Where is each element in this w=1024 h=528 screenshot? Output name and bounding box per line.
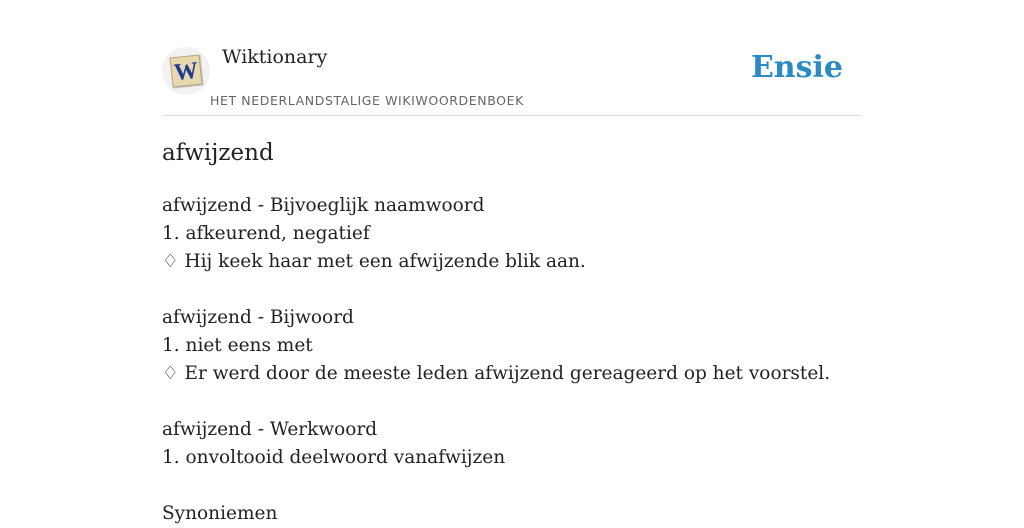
site-header <box>162 0 862 116</box>
spacer <box>162 388 862 416</box>
ensie-brand-link[interactable]: Ensie <box>750 50 843 85</box>
page <box>162 0 862 524</box>
entry-definition: 1. niet eens met <box>162 335 313 356</box>
spacer <box>162 472 862 500</box>
entry-example: ♢ Hij keek haar met een afwijzende blik aan. <box>162 251 586 272</box>
spacer <box>162 276 862 304</box>
entry-definition: 1. onvoltooid deelwoord vanafwijzen <box>162 447 506 468</box>
logo-letter: W <box>172 57 200 87</box>
wiktionary-logo[interactable] <box>162 47 210 95</box>
site-tagline: HET NEDERLANDSTALIGE WIKIWOORDENBOEK <box>210 93 524 108</box>
entries-list <box>162 192 862 528</box>
page-title: afwijzend <box>162 140 274 166</box>
entry-example: ♢ Er werd door de meeste leden afwijzend gereageerd op het voorstel. <box>162 363 831 384</box>
entry-definition: 1. afkeurend, negatief <box>162 223 370 244</box>
entry-heading: afwijzend - Bijvoeglijk naamwoord <box>162 195 485 216</box>
entry-heading: afwijzend - Werkwoord <box>162 419 378 440</box>
entry-heading: afwijzend - Bijwoord <box>162 307 354 328</box>
section-heading: Synoniemen <box>162 503 278 524</box>
site-name[interactable]: Wiktionary <box>222 46 328 68</box>
logo-tile-icon <box>170 55 203 88</box>
